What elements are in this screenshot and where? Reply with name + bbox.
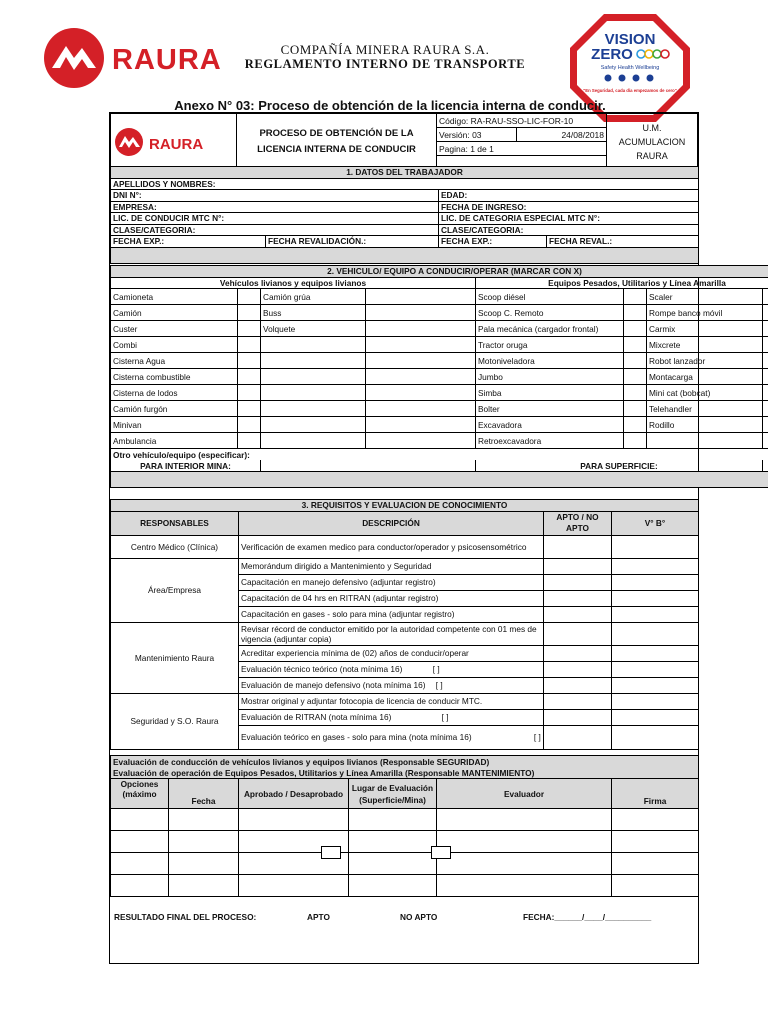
equipment-check[interactable] — [624, 353, 647, 369]
checkbox[interactable] — [321, 846, 341, 859]
vehicle-check[interactable] — [366, 305, 476, 321]
equipment-label: Telehandler — [647, 401, 763, 417]
apto-cell[interactable] — [544, 677, 612, 693]
equipment-check[interactable] — [763, 321, 768, 337]
field-other-vehicle[interactable]: Otro vehículo/equipo (especificar): — [111, 449, 768, 461]
evaluation-cell[interactable] — [169, 853, 239, 875]
req-gas-training: Capacitación en gases - solo para mina (adjuntar registro) — [239, 606, 544, 622]
vehicle-row — [111, 305, 768, 321]
equipment-label: Rompe banco móvil — [647, 305, 763, 321]
equipment-check[interactable] — [624, 433, 647, 449]
document-title: PROCESO DE OBTENCIÓN DE LA LICENCIA INTERNA DE CONDUCIR — [237, 114, 437, 170]
vehicle-label: Combi — [111, 337, 238, 353]
score-bracket[interactable]: [ ] — [441, 712, 449, 722]
evaluation-cell[interactable] — [169, 875, 239, 897]
field-names[interactable]: APELLIDOS Y NOMBRES: — [111, 178, 699, 190]
raura-logo-text: RAURA — [112, 44, 222, 76]
equipment-label: Jumbo — [476, 369, 624, 385]
vehicle-row — [111, 417, 768, 433]
apto-cell[interactable] — [544, 574, 612, 590]
evaluation-row — [111, 831, 699, 853]
evaluation-table — [110, 755, 699, 897]
evaluation-cell[interactable] — [612, 853, 699, 875]
vehicle-check[interactable] — [238, 289, 261, 305]
evaluation-cell[interactable] — [111, 875, 169, 897]
vehicle-check[interactable] — [366, 369, 476, 385]
evaluation-cell[interactable] — [349, 853, 437, 875]
equipment-check[interactable] — [624, 401, 647, 417]
evaluation-cell[interactable] — [239, 875, 349, 897]
vehicle-label — [261, 369, 366, 385]
vehicle-label — [261, 337, 366, 353]
equipment-check[interactable] — [763, 337, 768, 353]
col-evaluador: Evaluador — [437, 779, 612, 809]
result-apto[interactable]: APTO — [307, 912, 330, 922]
document-date: 24/08/2018 — [517, 128, 607, 142]
vehicle-row — [111, 353, 768, 369]
evaluation-cell[interactable] — [111, 831, 169, 853]
vehicle-row — [111, 369, 768, 385]
vb-cell[interactable] — [612, 590, 699, 606]
evaluation-row — [111, 875, 699, 897]
vehicle-label: Cisterna combustible — [111, 369, 238, 385]
vb-cell[interactable] — [612, 622, 699, 645]
evaluation-cell[interactable] — [349, 831, 437, 853]
vehicle-label: Minivan — [111, 417, 238, 433]
vz-line1: VISION — [604, 31, 656, 48]
vehicle-check[interactable] — [366, 337, 476, 353]
annex-title: Anexo N° 03: Proceso de obtención de la licencia interna de conducir. — [174, 98, 606, 113]
equipment-label: Simba — [476, 385, 624, 401]
field-class-2[interactable]: CLASE/CATEGORIA: — [439, 224, 699, 236]
vehicle-row — [111, 337, 768, 353]
equipment-check[interactable] — [763, 305, 768, 321]
vehicle-check[interactable] — [238, 337, 261, 353]
evaluation-cell[interactable] — [612, 831, 699, 853]
vehicle-check[interactable] — [238, 401, 261, 417]
req-technical-eval-text: Evaluación técnico teórico (nota mínima 16) — [241, 664, 403, 674]
document-code: Código: RA-RAU-SSO-LIC-FOR-10 — [437, 114, 607, 128]
vb-cell[interactable] — [612, 558, 699, 574]
vehicle-row — [111, 401, 768, 417]
req-experience: Acreditar experiencia mínima de (02) años de conducir/operar — [239, 645, 544, 661]
req-defensive-training: Capacitación en manejo defensivo (adjuntar registro) — [239, 574, 544, 590]
score-bracket[interactable]: [ ] — [533, 732, 541, 742]
equipment-check[interactable] — [763, 353, 768, 369]
equipment-label: Tractor oruga — [476, 337, 624, 353]
vehicle-label: Cisterna Agua — [111, 353, 238, 369]
field-company[interactable]: EMPRESA: — [111, 201, 439, 213]
vehicle-check[interactable] — [366, 353, 476, 369]
req-license-copy: Mostrar original y adjuntar fotocopia de licencia de conducir MTC. — [239, 693, 544, 709]
equipment-label: Mini cat (bobcat) — [647, 385, 763, 401]
evaluation-cell[interactable] — [612, 875, 699, 897]
requirements-table — [110, 499, 699, 750]
equipment-label: Pala mecánica (cargador frontal) — [476, 321, 624, 337]
vb-cell[interactable] — [612, 661, 699, 677]
document-page: Pagina: 1 de 1 — [437, 142, 607, 156]
col-lugar: Lugar de Evaluación (Superficie/Mina) — [349, 779, 437, 809]
section1-title: 1. DATOS DEL TRABAJADOR — [111, 167, 699, 179]
raura-logo — [40, 24, 225, 94]
field-entry-date[interactable]: FECHA DE INGRESO: — [439, 201, 699, 213]
apto-cell[interactable] — [544, 535, 612, 558]
apto-cell[interactable] — [544, 622, 612, 645]
regulation-title: REGLAMENTO INTERNO DE TRANSPORTE — [244, 57, 526, 71]
equipment-check[interactable] — [624, 305, 647, 321]
req-memorandum: Memorándum dirigido a Mantenimiento y Seguridad — [239, 558, 544, 574]
equipment-label: Mixcrete — [647, 337, 763, 353]
vehicle-check[interactable] — [366, 433, 476, 449]
req-defensive-eval — [239, 677, 544, 693]
vehicle-label: Ambulancia — [111, 433, 238, 449]
score-bracket[interactable]: [ ] — [432, 664, 440, 674]
surface-check[interactable] — [763, 460, 768, 472]
equipment-check[interactable] — [624, 337, 647, 353]
vehicle-label — [261, 353, 366, 369]
checkbox[interactable] — [431, 846, 451, 859]
field-mtc-license[interactable]: LIC. DE CONDUCIR MTC N°: — [111, 213, 439, 225]
final-result-label: RESULTADO FINAL DEL PROCESO: — [114, 912, 257, 922]
um-label: U.M. ACUMULACION RAURA — [607, 114, 698, 170]
field-class-1[interactable]: CLASE/CATEGORIA: — [111, 224, 439, 236]
col-responsables: RESPONSABLES — [111, 511, 239, 535]
vb-cell[interactable] — [612, 574, 699, 590]
equipment-label — [647, 433, 763, 449]
field-age[interactable]: EDAD: — [439, 190, 699, 202]
evaluation-cell[interactable] — [437, 809, 612, 831]
vehicle-check[interactable] — [238, 353, 261, 369]
surface-label: PARA SUPERFICIE: — [476, 460, 763, 472]
equipment-check[interactable] — [624, 385, 647, 401]
equipment-check[interactable] — [763, 289, 768, 305]
col-descripcion: DESCRIPCIÓN — [239, 511, 544, 535]
vehicle-label — [261, 385, 366, 401]
apto-cell[interactable] — [544, 725, 612, 749]
vehicle-label — [261, 401, 366, 417]
field-exp-date-1[interactable]: FECHA EXP.: — [111, 236, 266, 248]
vb-cell[interactable] — [612, 645, 699, 661]
company-name: COMPAÑÍA MINERA RAURA S.A. — [280, 42, 490, 57]
field-dni[interactable]: DNI N°: — [111, 190, 439, 202]
req-gas-eval-text: Evaluación teórico en gases - solo para mina (nota mínima 16) — [241, 732, 472, 742]
vehicle-label: Camioneta — [111, 289, 238, 305]
equipment-label: Bolter — [476, 401, 624, 417]
form-logo-text: RAURA — [149, 136, 204, 153]
vb-cell[interactable] — [612, 725, 699, 749]
evaluation-cell[interactable] — [437, 853, 612, 875]
resp-maintenance: Mantenimiento Raura — [111, 622, 239, 693]
vehicle-check[interactable] — [366, 401, 476, 417]
equipment-label: Retroexcavadora — [476, 433, 624, 449]
col-aprobado: Aprobado / Desaprobado — [239, 779, 349, 809]
req-ritran-training: Capacitación de 04 hrs en RITRAN (adjuntar registro) — [239, 590, 544, 606]
evaluation-cell[interactable] — [239, 809, 349, 831]
vehicle-check[interactable] — [238, 417, 261, 433]
apto-cell[interactable] — [544, 645, 612, 661]
vz-line2: ZERO — [591, 46, 633, 63]
field-reval-date[interactable]: FECHA REVAL.: — [547, 236, 699, 248]
evaluation-cell[interactable] — [437, 831, 612, 853]
equipment-label: Scoop diésel — [476, 289, 624, 305]
vb-cell[interactable] — [612, 693, 699, 709]
vehicle-check[interactable] — [366, 417, 476, 433]
evaluation-cell[interactable] — [349, 875, 437, 897]
field-revalidation-date[interactable]: FECHA REVALIDACIÓN.: — [266, 236, 439, 248]
result-no-apto[interactable]: NO APTO — [400, 912, 438, 922]
vehicle-label — [261, 433, 366, 449]
col-apto: APTO / NO APTO — [544, 511, 612, 535]
equipment-check[interactable] — [763, 385, 768, 401]
apto-cell[interactable] — [544, 709, 612, 725]
vehicle-label: Custer — [111, 321, 238, 337]
document-version: Versión: 03 — [437, 128, 517, 142]
apto-cell[interactable] — [544, 606, 612, 622]
vehicle-label: Cisterna de lodos — [111, 385, 238, 401]
vehicle-row — [111, 433, 768, 449]
req-technical-eval — [239, 661, 544, 677]
col-opciones: Opciones (máximo — [111, 779, 169, 809]
evaluation-cell[interactable] — [349, 809, 437, 831]
section3-title: 3. REQUISITOS Y EVALUACION DE CONOCIMIENTO — [111, 500, 699, 512]
vehicle-label: Camión — [111, 305, 238, 321]
equipment-check[interactable] — [624, 417, 647, 433]
req-ritran-eval-text: Evaluación de RITRAN (nota mínima 16) — [241, 712, 392, 722]
equipment-label: Carmix — [647, 321, 763, 337]
equipment-check[interactable] — [624, 321, 647, 337]
equipment-check[interactable] — [763, 433, 768, 449]
evaluation-row — [111, 809, 699, 831]
vehicle-table — [110, 265, 768, 488]
equipment-check[interactable] — [763, 417, 768, 433]
vb-cell[interactable] — [612, 709, 699, 725]
vehicle-check[interactable] — [238, 321, 261, 337]
score-bracket[interactable]: [ ] — [435, 680, 443, 690]
equipment-check[interactable] — [624, 289, 647, 305]
document-header — [110, 113, 698, 170]
req-driver-record: Revisar récord de conductor emitido por la autoridad competente con 01 mes de vigencia (adjuntar copia) — [239, 622, 544, 645]
apto-cell[interactable] — [544, 590, 612, 606]
evaluation-cell[interactable] — [111, 809, 169, 831]
result-date[interactable]: FECHA:______/____/__________ — [523, 912, 652, 922]
vehicle-label: Volquete — [261, 321, 366, 337]
equipment-check[interactable] — [624, 369, 647, 385]
form-logo-cell — [111, 114, 237, 170]
equipment-label: Rodillo — [647, 417, 763, 433]
evaluation-row — [111, 853, 699, 875]
equipment-check[interactable] — [763, 401, 768, 417]
evaluation-cell[interactable] — [169, 831, 239, 853]
resp-area-company: Área/Empresa — [111, 558, 239, 622]
req-gas-eval — [239, 725, 544, 749]
vb-cell[interactable] — [612, 606, 699, 622]
equipment-label: Robot lanzador — [647, 353, 763, 369]
vehicle-label: Camión furgón — [111, 401, 238, 417]
apto-cell[interactable] — [544, 558, 612, 574]
vz-slogan: "En Seguridad, cada día empezamos de cero" — [583, 88, 677, 93]
eval-heavy-note: Evaluación de operación de Equipos Pesados, Utilitarios y Línea Amarilla (Responsable MANTENIMIENTO) — [111, 767, 699, 779]
vehicle-label: Buss — [261, 305, 366, 321]
vehicle-check[interactable] — [238, 385, 261, 401]
vehicle-check[interactable] — [366, 321, 476, 337]
apto-cell[interactable] — [544, 661, 612, 677]
apto-cell[interactable] — [544, 693, 612, 709]
evaluation-cell[interactable] — [612, 809, 699, 831]
equipment-check[interactable] — [763, 369, 768, 385]
req-defensive-eval-text: Evaluación de manejo defensivo (nota mínima 16) — [241, 680, 426, 690]
equipment-label: Excavadora — [476, 417, 624, 433]
equipment-label: Motoniveladora — [476, 353, 624, 369]
vehicle-label: Camión grúa — [261, 289, 366, 305]
interior-mine-check[interactable] — [261, 460, 476, 472]
equipment-label: Scaler — [647, 289, 763, 305]
field-special-license[interactable]: LIC. DE CATEGORIA ESPECIAL MTC N°: — [439, 213, 699, 225]
vehicle-check[interactable] — [366, 385, 476, 401]
vehicle-check[interactable] — [366, 289, 476, 305]
field-exp-date-2[interactable]: FECHA EXP.: — [439, 236, 547, 248]
equipment-label: Montacarga — [647, 369, 763, 385]
equipment-label: Scoop C. Remoto — [476, 305, 624, 321]
vehicle-label — [261, 417, 366, 433]
heavy-equipment-header: Equipos Pesados, Utilitarios y Línea Amarilla — [476, 277, 768, 289]
light-vehicles-header: Vehículos livianos y equipos livianos — [111, 277, 476, 289]
req-ritran-eval — [239, 709, 544, 725]
resp-safety: Seguridad y S.O. Raura — [111, 693, 239, 749]
evaluation-cell[interactable] — [111, 853, 169, 875]
vehicle-row — [111, 321, 768, 337]
eval-light-note: Evaluación de conducción de vehículos livianos y equipos livianos (Responsable SEGURIDAD) — [111, 756, 699, 768]
vehicle-check[interactable] — [238, 305, 261, 321]
resp-medical-center: Centro Médico (Clínica) — [111, 535, 239, 558]
evaluation-cell[interactable] — [169, 809, 239, 831]
worker-data-table — [110, 166, 699, 264]
col-firma: Firma — [612, 779, 699, 809]
evaluation-cell[interactable] — [437, 875, 612, 897]
vehicle-row — [111, 289, 768, 305]
vehicle-check[interactable] — [238, 433, 261, 449]
col-vb: V° B° — [612, 511, 699, 535]
section2-title: 2. VEHICULO/ EQUIPO A CONDUCIR/OPERAR (MARCAR CON X) — [111, 266, 768, 278]
vb-cell[interactable] — [612, 677, 699, 693]
vb-cell[interactable] — [612, 535, 699, 558]
vehicle-row — [111, 385, 768, 401]
req-medical-exam: Verificación de examen medico para conductor/operador y psicosensométrico — [239, 535, 544, 558]
vehicle-check[interactable] — [238, 369, 261, 385]
interior-mine-label: PARA INTERIOR MINA: — [111, 460, 261, 472]
col-fecha: Fecha — [169, 779, 239, 809]
vz-tagline: Safety Health Wellbeing — [600, 65, 660, 71]
